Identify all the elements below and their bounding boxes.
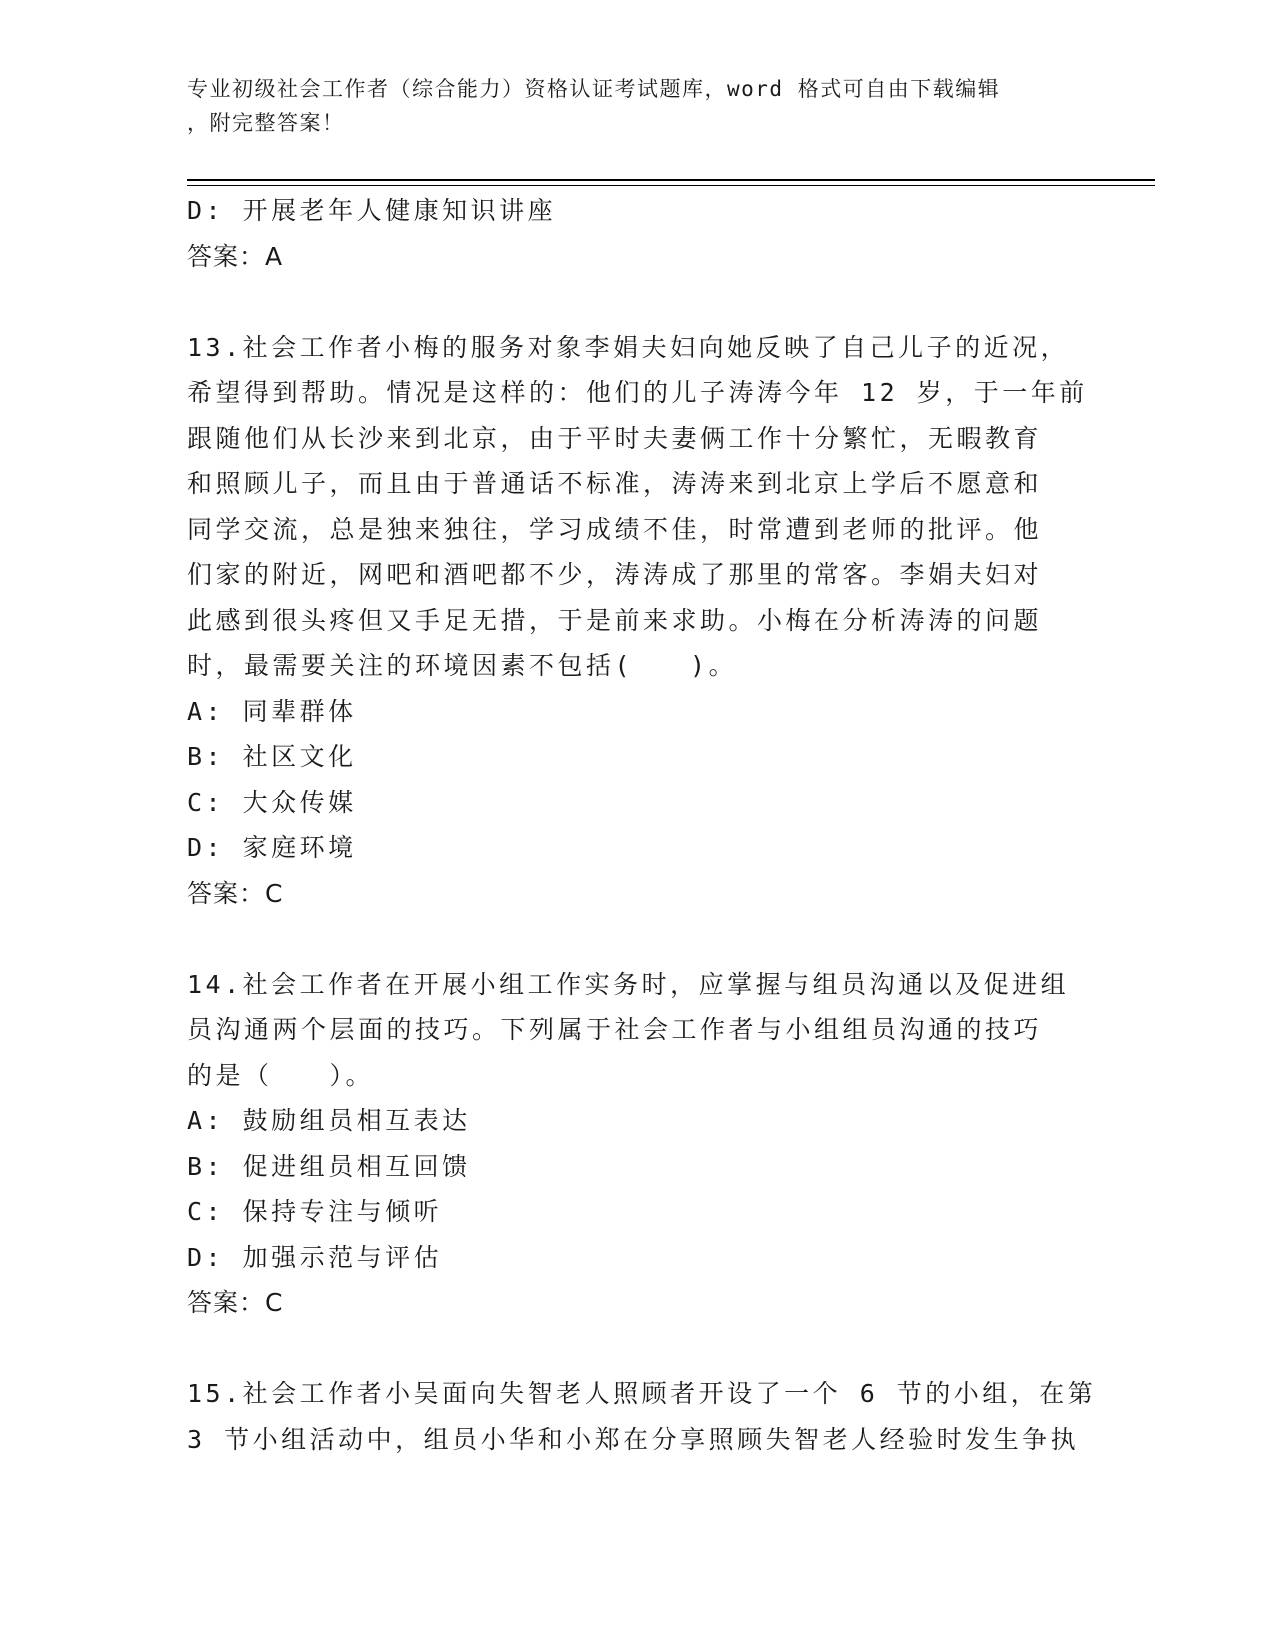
spacer (187, 279, 1087, 325)
question-text-line: 同学交流，总是独来独往，学习成绩不佳，时常遭到老师的批评。他 (187, 514, 1043, 544)
question-text-line: 跟随他们从长沙来到北京，由于平时夫妻俩工作十分繁忙，无暇教育 (187, 423, 1043, 453)
option-c: C: 保持专注与倾听 (187, 1197, 443, 1226)
option-b: B: 促进组员相互回馈 (187, 1151, 471, 1181)
question-text-line: 时，最需要关注的环境因素不包括( )。 (187, 651, 738, 680)
spacer (187, 1326, 1087, 1372)
document-body (187, 188, 1097, 1462)
header-rule-thin (187, 185, 1155, 186)
question-text-line: 此感到很头疼但又手足无措，于是前来求助。小梅在分析涛涛的问题 (187, 605, 1043, 635)
question-12-tail (187, 188, 1087, 279)
option-a: A: 同辈群体 (187, 696, 357, 726)
option-d: D: 开展老年人健康知识讲座 (187, 196, 557, 225)
question-15 (187, 1371, 1097, 1462)
spacer (187, 916, 1087, 962)
question-text-line: 13.社会工作者小梅的服务对象李娟夫妇向她反映了自己儿子的近况， (187, 332, 1070, 362)
question-13 (187, 325, 1087, 917)
option-b: B: 社区文化 (187, 742, 357, 771)
answer: 答案：C (187, 1288, 284, 1317)
option-a: A: 鼓励组员相互表达 (187, 1106, 471, 1135)
option-d: D: 家庭环境 (187, 833, 357, 862)
answer: 答案：A (187, 241, 284, 271)
question-text-line: 3 节小组活动中，组员小华和小郑在分享照顾失智老人经验时发生争执 (187, 1424, 1080, 1454)
header-rule-thick (187, 179, 1155, 181)
question-text-line: 的是（ ）。 (187, 1060, 375, 1090)
answer: 答案：C (187, 878, 284, 908)
question-text-line: 希望得到帮助。情况是这样的：他们的儿子涛涛今年 12 岁，于一年前 (187, 378, 1088, 407)
question-14 (187, 962, 1087, 1326)
option-c: C: 大众传媒 (187, 787, 357, 817)
document-header (187, 72, 1087, 140)
question-text-line: 们家的附近，网吧和酒吧都不少，涛涛成了那里的常客。李娟夫妇对 (187, 560, 1043, 589)
question-text-line: 15.社会工作者小吴面向失智老人照顾者开设了一个 6 节的小组，在第 (187, 1379, 1097, 1408)
question-text-line: 员沟通两个层面的技巧。下列属于社会工作者与小组组员沟通的技巧 (187, 1015, 1043, 1044)
option-d: D: 加强示范与评估 (187, 1242, 443, 1272)
question-text-line: 14.社会工作者在开展小组工作实务时，应掌握与组员沟通以及促进组 (187, 969, 1070, 999)
header-line-1: 专业初级社会工作者（综合能力）资格认证考试题库，word 格式可自由下载编辑 (187, 77, 1001, 101)
header-line-2: ，附完整答案！ (187, 111, 345, 135)
question-text-line: 和照顾儿子，而且由于普通话不标准，涛涛来到北京上学后不愿意和 (187, 469, 1043, 498)
